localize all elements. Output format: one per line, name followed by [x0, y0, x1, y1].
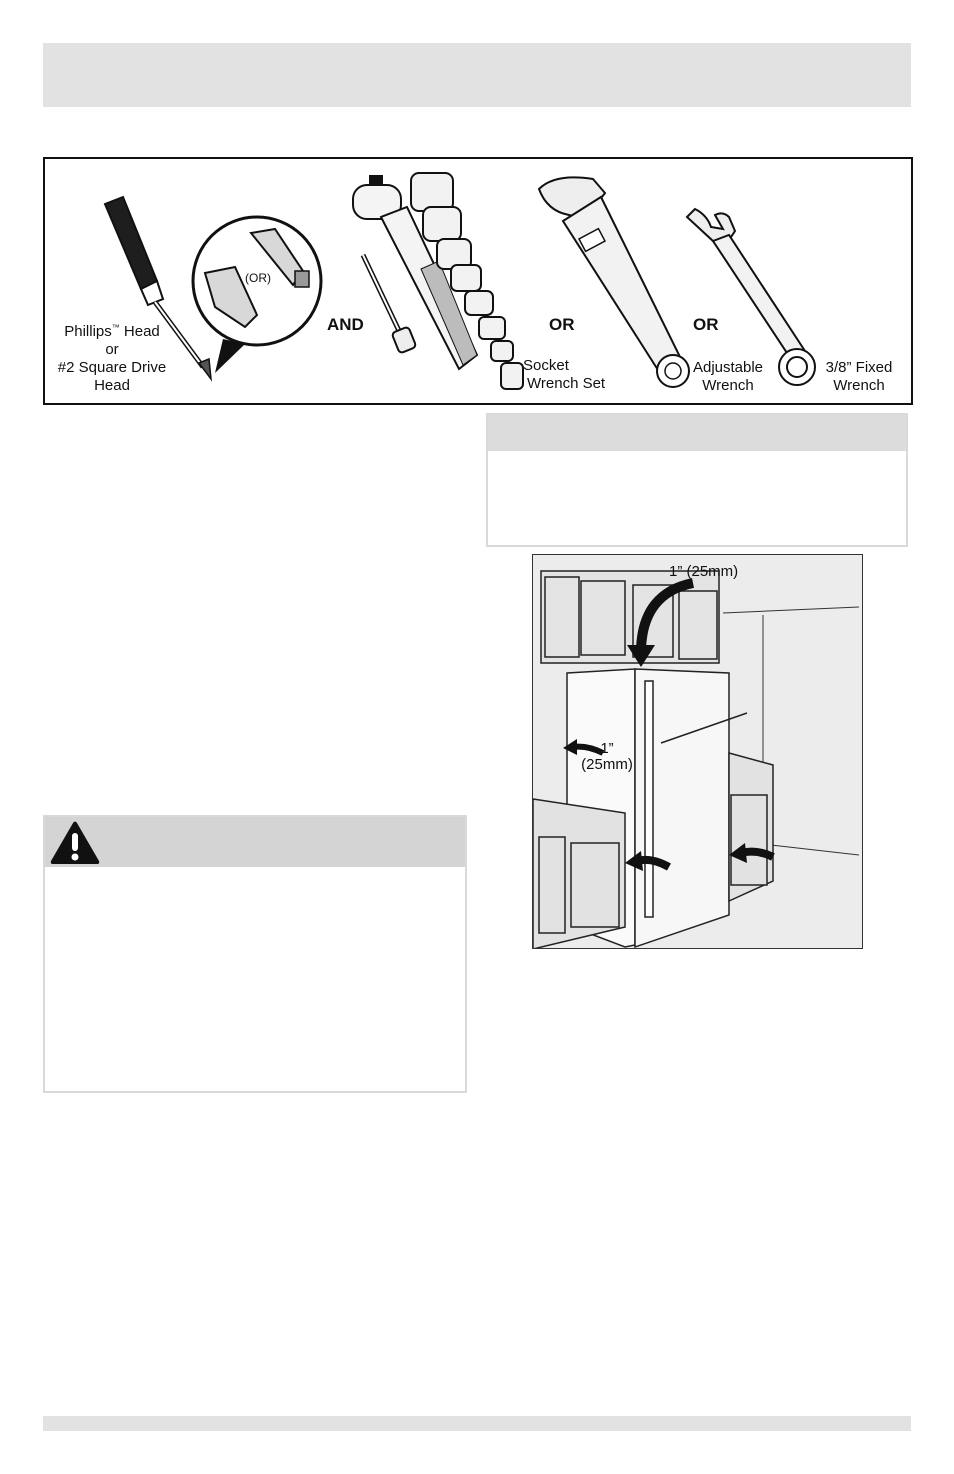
- screwdriver-label-line4: Head: [94, 377, 130, 394]
- socket-label-line2: Wrench Set: [527, 375, 606, 392]
- side-clearance-label: [573, 741, 641, 773]
- side-clearance-line1: 1”: [600, 740, 614, 757]
- socket-label-line1: Socket: [523, 357, 569, 374]
- socket-wrench-label: [523, 357, 605, 393]
- fixed-label-line1: 3/8” Fixed: [825, 359, 893, 376]
- screwdriver-label-line1b: Head: [119, 323, 160, 340]
- warning-icon: [47, 819, 103, 867]
- note-panel: [486, 413, 908, 547]
- adjustable-label-line1: Adjustable: [692, 359, 764, 376]
- screwdriver-label-line1: Phillips: [64, 323, 112, 340]
- screwdriver-label: [47, 319, 177, 395]
- fixed-label-line2: Wrench: [833, 377, 885, 394]
- warning-panel: [43, 815, 467, 1093]
- footer-bar: [43, 1416, 911, 1431]
- trademark-mark: ™: [111, 323, 120, 332]
- adjustable-wrench-label: [685, 359, 771, 395]
- screwdriver-label-line3: #2 Square Drive: [57, 359, 167, 376]
- screwdriver-label-line2: or: [105, 341, 119, 358]
- top-clearance-label: 1” (25mm): [669, 563, 739, 580]
- or-label-1: OR: [549, 315, 575, 334]
- bit-magnifier-icon: [193, 217, 321, 373]
- and-label: AND: [327, 315, 364, 334]
- adjustable-wrench-icon: [539, 177, 689, 387]
- fixed-wrench-label: [819, 359, 899, 395]
- adjustable-label-line2: Wrench: [702, 377, 754, 394]
- side-clearance-line2: (25mm): [581, 756, 633, 773]
- header-bar: [43, 43, 911, 107]
- note-panel-header: [488, 415, 906, 451]
- tools-required-panel: [43, 157, 913, 405]
- warning-panel-header: [45, 817, 465, 867]
- or-label-2: OR: [693, 315, 719, 334]
- clearance-figure: [532, 554, 863, 949]
- bit-or-label: (OR): [245, 271, 271, 285]
